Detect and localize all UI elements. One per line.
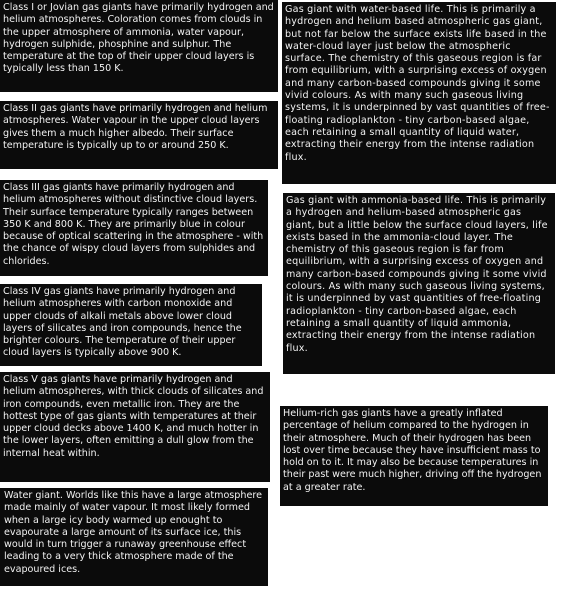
class-3-description: Class III gas giants have primarily hydrogen and helium atmospheres without distinctive cloud layers. Their surface temperature typically ranges between 350 K and 800 K. They are primarily blue in colour because of optical scattering in the atmosphere - with the chance of wispy cloud layers from sulphides and chlorides. [0,180,268,276]
water-giant-description: Water giant. Worlds like this have a large atmosphere made mainly of water vapour. It most likely formed when a large icy body warmed up enought to evapourate a large amount of its surface ice, this would in turn trigger a runaway greenhouse effect leading to a very thick atmosphere made of the evapoured ices. [0,488,268,586]
class-2-description: Class II gas giants have primarily hydrogen and helium atmospheres. Water vapour in the upper cloud layers gives them a much higher albedo. Their surface temperature is typically up to or around 250 K. [0,101,278,169]
class-5-description: Class V gas giants have primarily hydrogen and helium atmospheres, with thick clouds of silicates and iron compounds, even metallic iron. They are the hottest type of gas giants with temperatures at their upper cloud decks above 1400 K, and much hotter in the lower layers, often emitting a dull glow from the internal heat within. [0,372,270,482]
helium-rich-gas-giant-description: Helium-rich gas giants have a greatly inflated percentage of helium compared to the hydrogen in their atmosphere. Much of their hydrogen has been lost over time because they have insufficient mass to hold on to it. It may also be because temperatures in their past were much higher, driving off the hydrogen at a greater rate. [280,406,548,506]
water-life-gas-giant-description: Gas giant with water-based life. This is primarily a hydrogen and helium based atmospheric gas giant, but not far below the surface exists life based in the water-cloud layer just below the atmospheric surface. The chemistry of this gaseous region is far from equilibrium, with a surprising excess of oxygen and many carbon-based compounds giving it some vivid colours. As with many such gaseous living systems, it is underpinned by vast quantities of free-floating radioplankton - tiny carbon-based algae, each retaining a small quantity of liquid water, extracting their energy from the intense radiation flux. [282,2,556,184]
ammonia-life-gas-giant-description: Gas giant with ammonia-based life. This is primarily a hydrogen and helium-based atmospheric gas giant, but a little below the surface cloud layers, life exists based in the ammonia-cloud layer. The chemistry of this gaseous region is far from equilibrium, with a surprising excess of oxygen and many carbon-based compounds giving it some vivid colours. As with many such gaseous living systems, it is underpinned by vast quantities of free-floating radioplankton - tiny carbon-based algae, each retaining a small quantity of liquid ammonia, extracting their energy from the intense radiation flux. [283,193,555,374]
class-4-description: Class IV gas giants have primarily hydrogen and helium atmospheres with carbon monoxide and upper clouds of alkali metals above lower cloud layers of silicates and iron compounds, hence the brighter colours. The temperature of their upper cloud layers is typically above 900 K. [0,284,262,366]
class-1-description: Class I or Jovian gas giants have primarily hydrogen and helium atmospheres. Coloration comes from clouds in the upper atmosphere of ammonia, water vapour, hydrogen sulphide, phosphine and sulphur. The temperature at the top of their upper cloud layers is typically less than 150 K. [0,0,278,92]
